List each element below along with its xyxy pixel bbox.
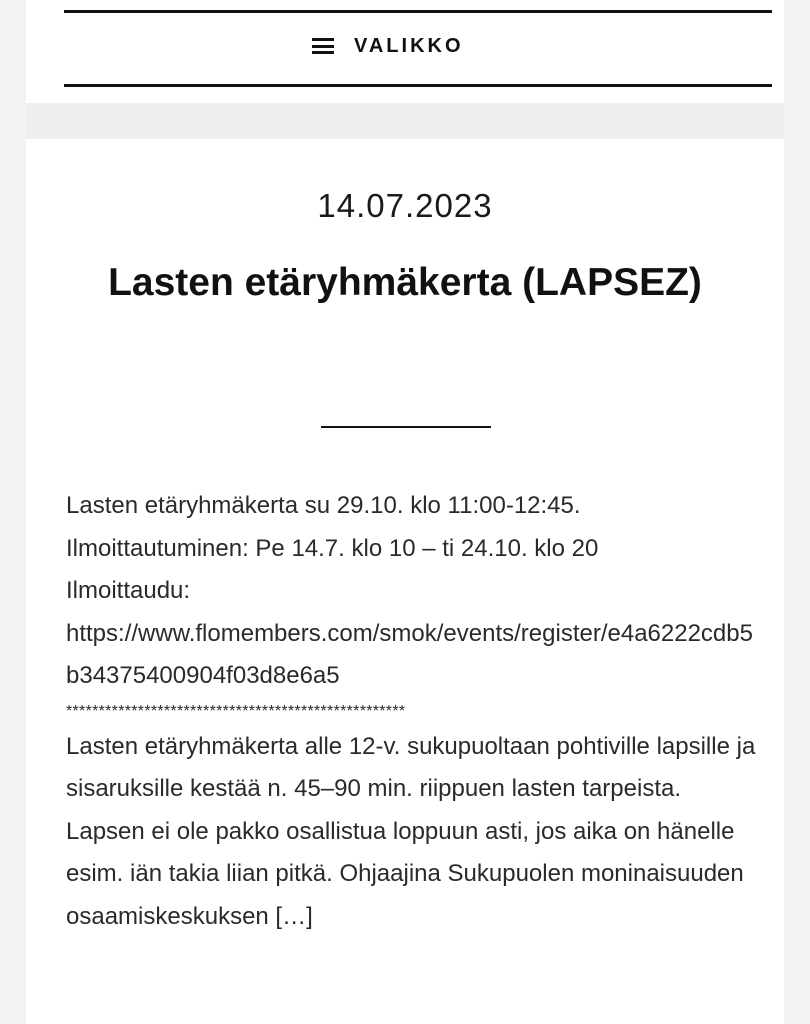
hamburger-icon [312,38,334,54]
menu-toggle-button[interactable] [312,28,464,64]
post-excerpt [66,485,756,938]
post-date: 14.07.2023 [317,187,493,224]
menu-label: VALIKKO [354,34,464,57]
excerpt-separator: **************************************************** [66,702,406,720]
header-rule-top [64,10,772,13]
header-rule-bottom [64,84,772,87]
post-title[interactable]: Lasten etäryhmäkerta (LAPSEZ) [108,261,702,304]
section-gap [26,103,784,139]
site-header [26,0,784,103]
excerpt-line-registration: Ilmoittautuminen: Pe 14.7. klo 10 – ti 24.10. klo 20 [66,534,599,562]
registration-link-text: https://www.flomembers.com/smok/events/register/e4a6222cdb5b34375400904f03d8e6a5 [66,619,753,689]
excerpt-line-register-label: Ilmoittaudu: [66,577,191,604]
title-divider [321,426,491,428]
excerpt-body: Lasten etäryhmäkerta alle 12-v. sukupuoltaan pohtiville lapsille ja sisaruksille kestää n. 45–90 min. riippuen lasten tarpeista. Lapsen ei ole pakko osallistua loppuun asti, jos aika on hänelle esim. iän takia liian pitkä. Ohjaajina Sukupuolen moninaisuuden osaamiskeskuksen […] [66,732,756,930]
post-article [26,139,784,1024]
excerpt-line-schedule: Lasten etäryhmäkerta su 29.10. klo 11:00-12:45. [66,492,581,519]
